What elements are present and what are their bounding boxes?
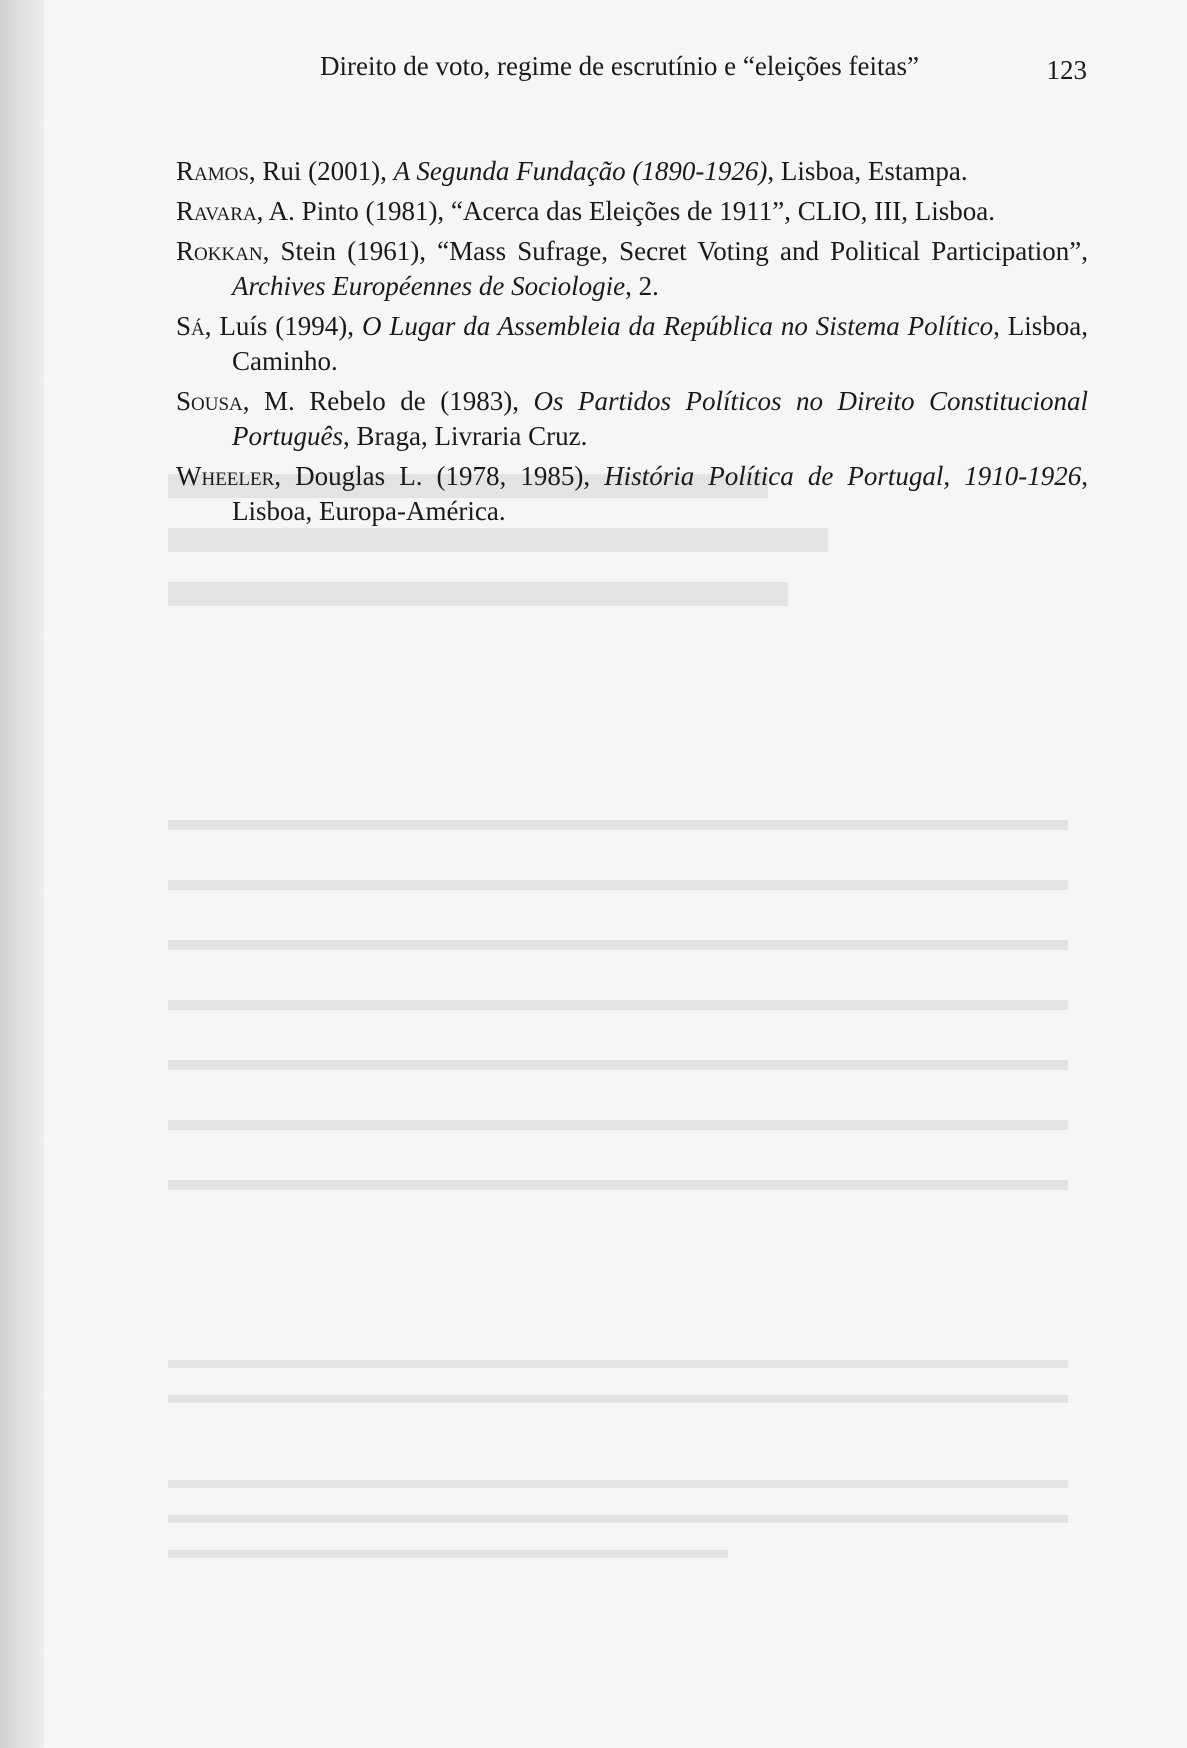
show-through-text bbox=[168, 1180, 1068, 1190]
book-spine-shadow bbox=[0, 0, 44, 1748]
bibliography-entry bbox=[176, 309, 1088, 379]
entry-author: Rokkan bbox=[176, 236, 263, 266]
show-through-text bbox=[168, 880, 1068, 890]
bibliography-entry bbox=[176, 459, 1088, 529]
entry-title: História Política de Portugal, 1910-1926 bbox=[604, 461, 1082, 491]
running-title: Direito de voto, regime de escrutínio e “eleições feitas” bbox=[320, 51, 919, 81]
show-through-text bbox=[168, 1000, 1068, 1010]
bibliography-entry bbox=[176, 384, 1088, 454]
show-through-footnote bbox=[168, 1360, 1068, 1368]
show-through-footnote bbox=[168, 1395, 1068, 1403]
show-through-text bbox=[168, 820, 1068, 830]
entry-title: Os Partidos Políticos no Direito Constitucional Português bbox=[232, 386, 1088, 451]
entry-title: A Segunda Fundação (1890-1926) bbox=[393, 156, 768, 186]
entry-author: Ramos bbox=[176, 156, 249, 186]
entry-author: Wheeler bbox=[176, 461, 275, 491]
entry-publisher: , Lisboa, Estampa. bbox=[767, 156, 968, 186]
bibliography-entry bbox=[176, 154, 1088, 189]
entry-details: , A. Pinto (1981), “Acerca das Eleições de 1911”, CLIO, III, Lisboa. bbox=[256, 196, 995, 226]
entry-details: , Stein (1961), “Mass Sufrage, Secret Voting and Political Participation”, bbox=[262, 236, 1088, 266]
show-through-text bbox=[168, 1060, 1068, 1070]
entry-author: Ravara bbox=[176, 196, 257, 226]
bibliography-entry bbox=[176, 234, 1088, 304]
bibliography-entry bbox=[176, 194, 1088, 229]
entry-details: , M. Rebelo de (1983), bbox=[242, 386, 534, 416]
entry-details: , Luís (1994), bbox=[204, 311, 362, 341]
show-through-text bbox=[168, 1120, 1068, 1130]
entry-publisher: , Lisboa, Caminho. bbox=[232, 311, 1088, 376]
entry-publisher: , 2. bbox=[625, 271, 659, 301]
entry-author: Sousa bbox=[176, 386, 243, 416]
entry-title: O Lugar da Assembleia da República no Sistema Político bbox=[361, 311, 994, 341]
show-through-footnote bbox=[168, 1550, 728, 1558]
entry-title: Archives Européennes de Sociologie bbox=[232, 271, 626, 301]
page-number: 123 bbox=[1046, 55, 1087, 85]
entry-details: , Douglas L. (1978, 1985), bbox=[274, 461, 605, 491]
show-through-footnote bbox=[168, 1480, 1068, 1488]
show-through-footnote bbox=[168, 1515, 1068, 1523]
entry-publisher: , Lisboa, Europa-América. bbox=[232, 461, 1088, 526]
show-through-text bbox=[168, 940, 1068, 950]
entry-publisher: , Braga, Livraria Cruz. bbox=[343, 421, 588, 451]
entry-details: , Rui (2001), bbox=[248, 156, 394, 186]
show-through-heading bbox=[168, 582, 788, 606]
bibliography-list bbox=[176, 154, 1088, 534]
entry-author: Sá bbox=[176, 311, 205, 341]
